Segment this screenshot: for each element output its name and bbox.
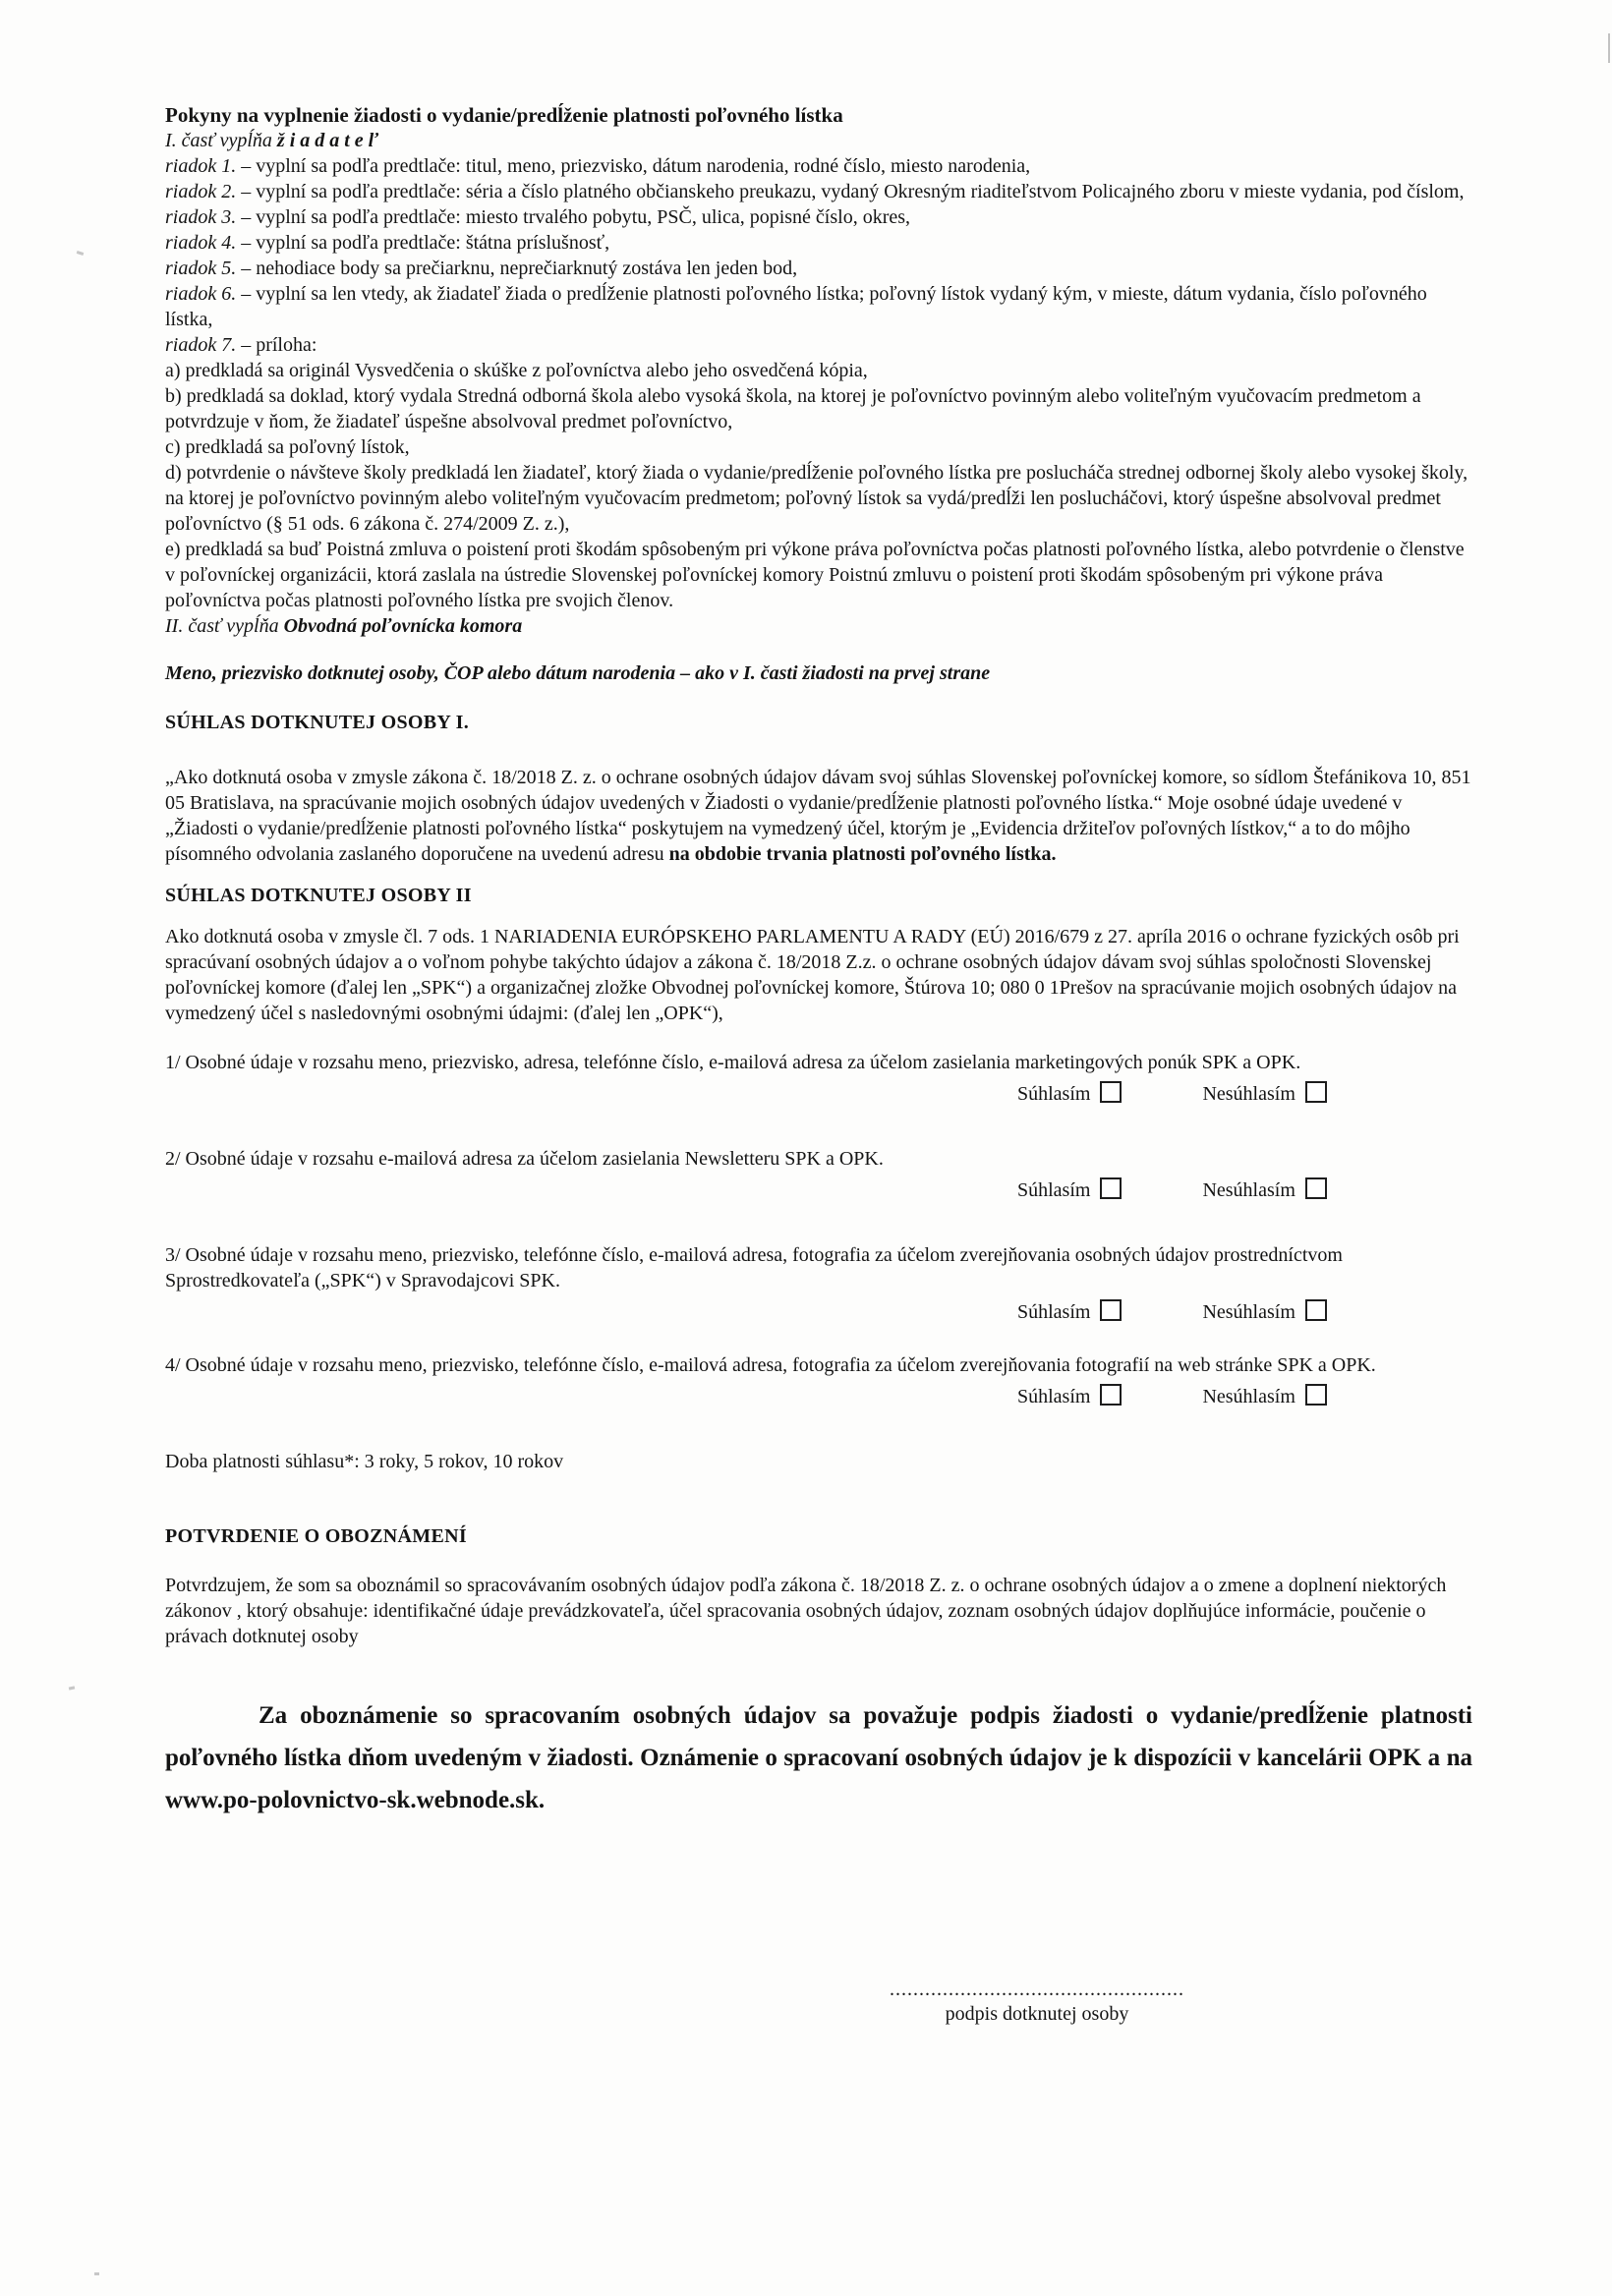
riadok-7-text: – príloha: [236,334,317,356]
agree-checkbox-4[interactable] [1100,1384,1122,1406]
riadok-5-text: – nehodiace body sa prečiarknu, neprečiarknutý zostáva len jeden bod, [236,258,798,279]
consent-item-4 [165,1352,1472,1409]
scan-artifact [77,251,85,256]
consent-item-3-text: 3/ Osobné údaje v rozsahu meno, priezvisko, telefónne číslo, e-mailová adresa, fotografia za účelom zverejňovania osobných údajov prostredníctvom Sprostredkovateľa („SPK“) v Spravodajcovi SPK. [165,1244,1343,1292]
priloha-item-e: e) predkladá sa buď Poistná zmluva o poistení proti škodám spôsobeným pri výkone práva poľovníctva počas platnosti poľovného lístka, alebo potvrdenie o členstve v poľovníckej organizácii, ktorá zaslala na ústredie Slovenskej poľovníckej komory Poistnú zmluvu o poistení proti škodám spôsobeným pri výkone práva poľovníctva počas platnosti poľovného lístka pre svojich členov. [165,539,1465,611]
priloha-item-d: d) potvrdenie o návšteve školy predkladá len žiadateľ, ktorý žiada o vydanie/predĺženie poľovného lístka pre poslucháča strednej odbornej školy alebo vysokej školy, na ktorej je poľovníctvo povinným alebo voliteľným vyučovacím predmetom; poľovný lístok sa vydá/predĺži len poslucháčovi, ktorý úspešne absolvoval predmet poľovníctvo (§ 51 ods. 6 zákona č. 274/2009 Z. z.), [165,462,1468,535]
riadok-3-label: riadok 3. [165,206,237,228]
disagree-checkbox-3[interactable] [1305,1299,1327,1321]
consent-item-3-options [1017,1299,1472,1325]
consent1-heading: SÚHLAS DOTKNUTEJ OSOBY I. [165,712,470,733]
consent-item-2 [165,1146,1472,1203]
riadok-4-label: riadok 4. [165,232,237,254]
riadok-4 [165,230,1472,256]
agree-label-1: Súhlasím [1017,1083,1091,1105]
consent-item-4-text: 4/ Osobné údaje v rozsahu meno, priezvisko, telefónne číslo, e-mailová adresa, fotografia za účelom zverejňovania fotografií na web stránke SPK a OPK. [165,1354,1376,1376]
riadok-5 [165,256,1472,281]
scan-artifact [1608,33,1610,63]
riadok-6 [165,281,1472,332]
consent-item-2-options [1017,1177,1472,1203]
consent-item-3 [165,1242,1472,1325]
part2-line [165,613,1472,639]
scan-artifact [69,1686,75,1690]
riadok-3 [165,204,1472,230]
riadok-5-label: riadok 5. [165,258,237,279]
document-title: Pokyny na vyplnenie žiadosti o vydanie/predĺženie platnosti poľovného lístka [165,103,843,127]
disagree-checkbox-2[interactable] [1305,1177,1327,1199]
validity-line: Doba platnosti súhlasu*: 3 roky, 5 rokov, 10 rokov [165,1451,564,1472]
consent1-body-bold: na obdobie trvania platnosti poľovného lístka. [668,843,1057,865]
signature-label: podpis dotknutej osoby [945,2003,1129,2025]
riadok-7-label: riadok 7. [165,334,237,356]
disagree-label-4: Nesúhlasím [1202,1386,1295,1407]
consent-item-2-text: 2/ Osobné údaje v rozsahu e-mailová adresa za účelom zasielania Newsletteru SPK a OPK. [165,1148,884,1170]
riadok-3-text: – vyplní sa podľa predtlače: miesto trvalého pobytu, PSČ, ulica, popisné číslo, okres, [236,206,911,228]
part1-prefix: I. časť vypĺňa [165,130,277,151]
consent-item-1 [165,1050,1472,1107]
consent-item-4-options [1017,1384,1472,1409]
riadok-1-label: riadok 1. [165,155,237,177]
riadok-1-text: – vyplní sa podľa predtlače: titul, meno, priezvisko, dátum narodenia, rodné číslo, miesto narodenia, [236,155,1031,177]
riadok-6-text: – vyplní sa len vtedy, ak žiadateľ žiada o predĺženie platnosti poľovného lístka; poľovný lístok vydaný kým, v mieste, dátum vydania, číslo poľovného lístka, [165,283,1427,330]
part2-prefix: II. časť vypĺňa [165,615,284,637]
part2-emphasis: Obvodná poľovnícka komora [283,615,523,637]
part1-emphasis: ž i a d a t e ľ [276,130,379,151]
consent2-heading: SÚHLAS DOTKNUTEJ OSOBY II [165,885,472,906]
priloha-item-b: b) predkladá sa doklad, ktorý vydala Stredná odborná škola alebo vysoká škola, na ktorej je poľovníctvo povinným alebo voliteľným vyučovacím predmetom a potvrdzuje v ňom, že žiadateľ úspešne absolvoval predmet poľovníctvo, [165,385,1421,432]
disagree-label-3: Nesúhlasím [1202,1301,1295,1323]
riadok-2-label: riadok 2. [165,181,237,202]
consent1-body-text: „Ako dotknutá osoba v zmysle zákona č. 18/2018 Z. z. o ochrane osobných údajov dávam svoj súhlas Slovenskej poľovníckej komore, so sídlom Štefánikova 10, 851 05 Bratislava, na spracúvanie mojich osobných údajov uvedených v Žiadosti o vydanie/predĺženie platnosti poľovného lístka.“ Moje osobné údaje uvedené v „Žiadosti o vydanie/predĺženie platnosti poľovného lístka“ poskytujem na vymedzený účel, ktorým je „Evidencia držiteľov poľovných lístkov,“ a to do môjho písomného odvolania zaslaného doporučene na uvedenú adresu [165,767,1471,865]
riadok-1 [165,153,1472,179]
signature-dotted-line: .................................................. [890,1979,1184,2000]
priloha-item-a: a) predkladá sa originál Vysvedčenia o skúške z poľovníctva alebo jeho osvedčená kópia, [165,360,868,381]
disagree-checkbox-1[interactable] [1305,1081,1327,1103]
agree-checkbox-1[interactable] [1100,1081,1122,1103]
document-content [165,102,1472,1821]
subject-line: Meno, priezvisko dotknutej osoby, ČOP alebo dátum narodenia – ako v I. časti žiadosti na prvej strane [165,662,991,684]
riadok-6-label: riadok 6. [165,283,237,305]
agree-label-4: Súhlasím [1017,1386,1091,1407]
closing-paragraph: Za oboznámenie so spracovaním osobných údajov sa považuje podpis žiadosti o vydanie/predĺženie platnosti poľovného lístka dňom uvedeným v žiadosti. Oznámenie o spracovaní osobných údajov je k dispozícii v kancelárii OPK a na www.po-polovnictvo-sk.webnode.sk. [165,1702,1472,1813]
part1-line [165,128,1472,153]
disagree-checkbox-4[interactable] [1305,1384,1327,1406]
riadok-2-text: – vyplní sa podľa predtlače: séria a číslo platného občianskeho preukazu, vydaný Okresným riaditeľstvom Policajného zboru v mieste vydania, pod číslom, [236,181,1465,202]
riadok-2 [165,179,1472,204]
confirmation-heading: POTVRDENIE O OBOZNÁMENÍ [165,1525,467,1547]
signature-block [865,1978,1209,2027]
agree-checkbox-2[interactable] [1100,1177,1122,1199]
agree-label-3: Súhlasím [1017,1301,1091,1323]
consent-item-1-text: 1/ Osobné údaje v rozsahu meno, priezvisko, adresa, telefónne číslo, e-mailová adresa za účelom zasielania marketingových ponúk SPK a OPK. [165,1052,1301,1073]
disagree-label-1: Nesúhlasím [1202,1083,1295,1105]
priloha-item-c: c) predkladá sa poľovný lístok, [165,436,410,458]
consent2-body: Ako dotknutá osoba v zmysle čl. 7 ods. 1 NARIADENIA EURÓPSKEHO PARLAMENTU A RADY (EÚ) 2016/679 z 27. apríla 2016 o ochrane fyzických osôb pri spracúvaní osobných údajov a o voľnom pohybe takýchto údajov a zákona č. 18/2018 Z.z. o ochrane osobných údajov dávam svoj súhlas spoločnosti Slovenskej poľovníckej komore (ďalej len „SPK“) a organizačnej zložke Obvodnej poľovníckej komore, Štúrova 10; 080 0 1Prešov na spracúvanie mojich osobných údajov na vymedzený účel s nasledovnými osobnými údajmi: (ďalej len „OPK“), [165,926,1460,1024]
agree-checkbox-3[interactable] [1100,1299,1122,1321]
consent-item-1-options [1017,1081,1472,1107]
disagree-label-2: Nesúhlasím [1202,1179,1295,1201]
consent1-body [165,765,1472,867]
riadok-4-text: – vyplní sa podľa predtlače: štátna príslušnosť, [236,232,610,254]
agree-label-2: Súhlasím [1017,1179,1091,1201]
scan-artifact [94,2272,99,2275]
riadok-7 [165,332,1472,358]
confirmation-body: Potvrdzujem, že som sa oboznámil so spracovávaním osobných údajov podľa zákona č. 18/2018 Z. z. o ochrane osobných údajov a o zmene a doplnení niektorých zákonov , ktorý obsahuje: identifikačné údaje prevádzkovateľa, účel spracovania osobných údajov, zoznam osobných údajov doplňujúce informácie, poučenie o právach dotknutej osoby [165,1575,1447,1647]
